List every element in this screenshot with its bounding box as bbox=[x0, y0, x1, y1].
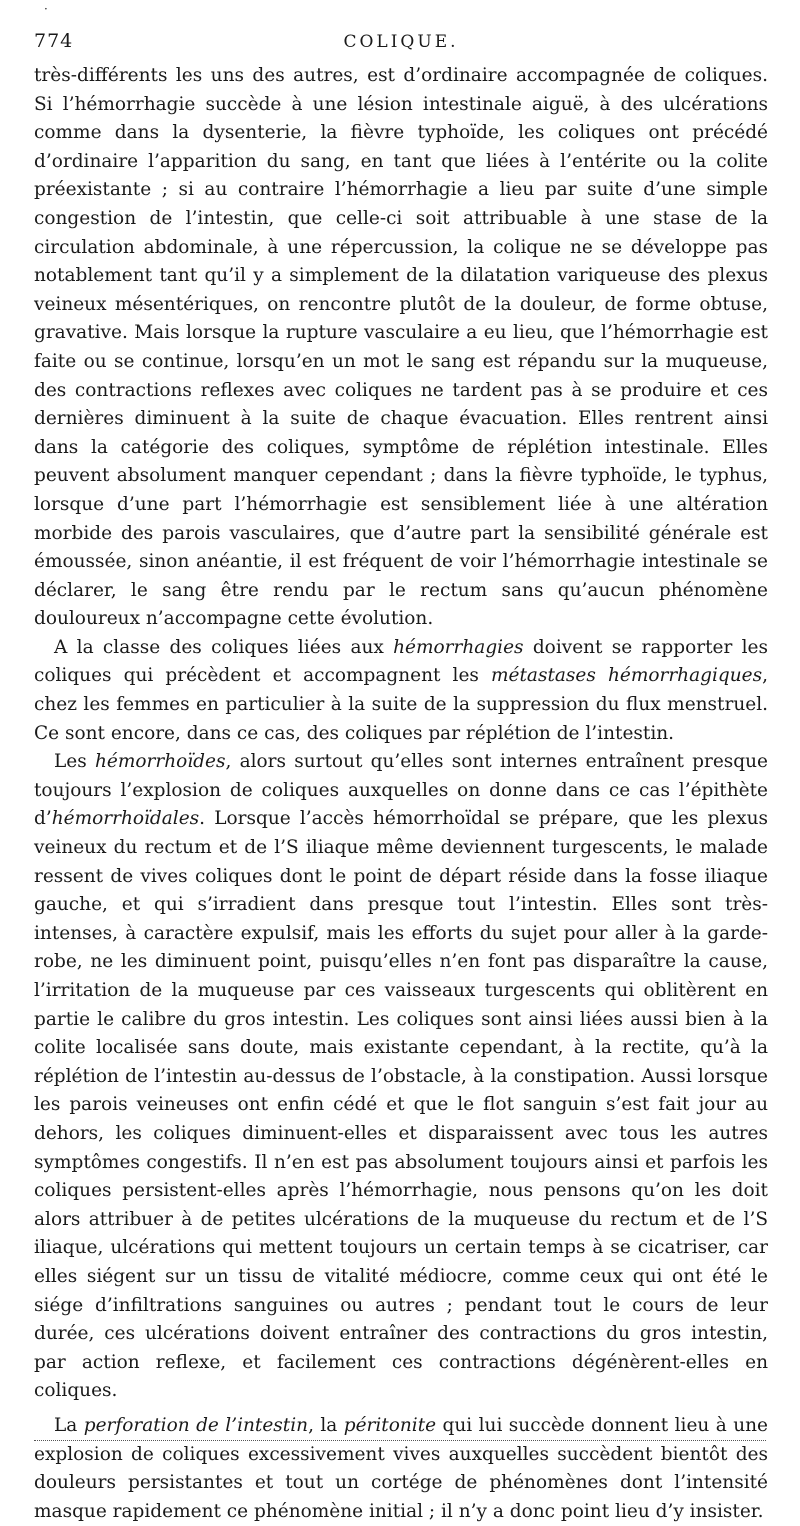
page-number: 774 bbox=[34, 30, 74, 52]
text-segment: très-différents les uns des autres, est d’ordinaire accompagnée de coliques. Si l’hémorrhagie succède à une lésion intestinale aiguë, à des ulcérations comme dans la dysenterie, la fièvre typhoïde, les coliques ont précédé d’ordinaire l’apparition du sang, en tant que liées à l’entérite ou la colite préexistante ; si au contraire l’hémorrhagie a lieu par suite d’une simple congestion de l’intestin, que celle-ci soit attribuable à une stase de la circulation abdominale, à une répercussion, la colique ne se développe pas notablement tant qu’il y a simplement de la dilatation variqueuse des plexus veineux mésentériques, on rencontre plutôt de la douleur, de forme obtuse, gravative. Mais lorsque la rupture vasculaire a eu lieu, que l’hémorrhagie est faite ou se continue, lorsqu’en un mot le sang est répandu sur la muqueuse, des contractions reflexes avec coliques ne tardent pas à se produire et ces dernières diminuent à la suite de chaque évacuation. Elles rentrent ainsi dans la catégorie des coliques, symptôme de réplétion intestinale. Elles peuvent absolument manquer cependant ; dans la fièvre typhoïde, le typhus, lorsque d’une part l’hémorrhagie est sensiblement liée à une altération morbide des parois vasculaires, que d’autre part la sensibilité générale est émoussée, sinon anéantie, il est fréquent de voir l’hémorrhagie intestinale se déclarer, le sang être rendu par le rectum sans qu’aucun phénomène douloureux n’accompagne cette évolution. bbox=[34, 65, 768, 630]
text-segment: A la classe des coliques liées aux bbox=[54, 636, 394, 658]
text-segment: , la bbox=[308, 1414, 344, 1436]
text-segment: . Lorsque l’accès hémorrhoïdal se prépare, que les plexus veineux du rectum et de l’S iliaque même deviennent turgescents, le malade ressent de vives coliques dont le point de départ réside dans la fosse iliaque gauche, et qui s’irradient dans presque tout l’intestin. Elles sont très-intenses, à caractère expulsif, mais les efforts du sujet pour aller à la garde-robe, ne les diminuent point, puisqu’elles n’en font pas disparaître la cause, l’irritation de la muqueuse par ces vaisseaux turgescents qui oblitèrent en partie le calibre du gros intestin. Les coliques sont ainsi liées aussi bien à la colite localisée sans doute, mais existante cependant, à la rectite, qu’à la réplétion de l’intestin au-dessus de l’obstacle, à la constipation. Aussi lorsque les parois veineuses ont enfin cédé et que le flot sanguin s’est fait jour au dehors, les coliques diminuent-elles et disparaissent avec tous les autres symptômes congestifs. Il n’en est pas absolument toujours ainsi et parfois les coliques persistent-elles après l’hémorrhagie, nous pensons qu’on les doit alors attribuer à de petites ulcérations de la muqueuse du rectum et de l’S iliaque, ulcérations qui mettent toujours un certain temps à se cicatriser, car elles siégent sur un tissu de vitalité médiocre, comme ceux qui ont été le siége d’infiltrations sanguines ou autres ; pendant tout le cours de leur durée, ces ulcérations doivent entraîner des contractions du gros intestin, par action reflexe, et facilement ces contractions dégénèrent-elles en coliques. bbox=[34, 808, 768, 1402]
body-text bbox=[34, 62, 768, 1526]
page-edge-mark: · bbox=[44, 2, 48, 16]
italic-term: hémorrhoïdes bbox=[94, 751, 226, 773]
italic-term: métastases hémorrhagiques bbox=[491, 665, 763, 687]
running-title: COLIQUE. bbox=[343, 32, 459, 52]
page-header bbox=[34, 30, 768, 62]
italic-term: péritonite bbox=[343, 1414, 437, 1436]
paragraph-perforation bbox=[34, 1412, 768, 1526]
footer-dotted-rule bbox=[34, 1440, 766, 1441]
book-page bbox=[34, 30, 768, 1526]
text-segment: Les bbox=[54, 751, 95, 773]
italic-term: hémorrhagies bbox=[393, 636, 524, 658]
text-segment: , chez les femmes en particulier à la suite de la suppression du flux menstruel. Ce sont encore, dans ce cas, des coliques par réplétion de l’intestin. bbox=[34, 665, 768, 744]
paragraph-hemorrhoides bbox=[34, 748, 768, 1406]
paragraph-metastases bbox=[34, 634, 768, 748]
text-segment: La bbox=[54, 1414, 84, 1436]
italic-term: perforation de l’intestin bbox=[83, 1414, 309, 1436]
italic-term: hémorrhoïdales bbox=[51, 808, 200, 830]
text-segment: doivent se rapporter les coliques qui précèdent et accompagnent les bbox=[34, 636, 768, 687]
text-segment: qui lui succède donnent lieu à une explosion de coliques excessivement vives auxquelles succèdent bientôt des douleurs persistantes et tout un cortége de phénomènes dont l’intensité masque rapidement ce phénomène initial ; il n’y a donc point lieu d’y insister. bbox=[34, 1414, 768, 1522]
text-segment: , alors surtout qu’elles sont internes entraînent presque toujours l’explosion de coliques auxquelles on donne dans ce cas l’épithète d’ bbox=[34, 751, 769, 830]
paragraph-continuation bbox=[34, 62, 768, 634]
